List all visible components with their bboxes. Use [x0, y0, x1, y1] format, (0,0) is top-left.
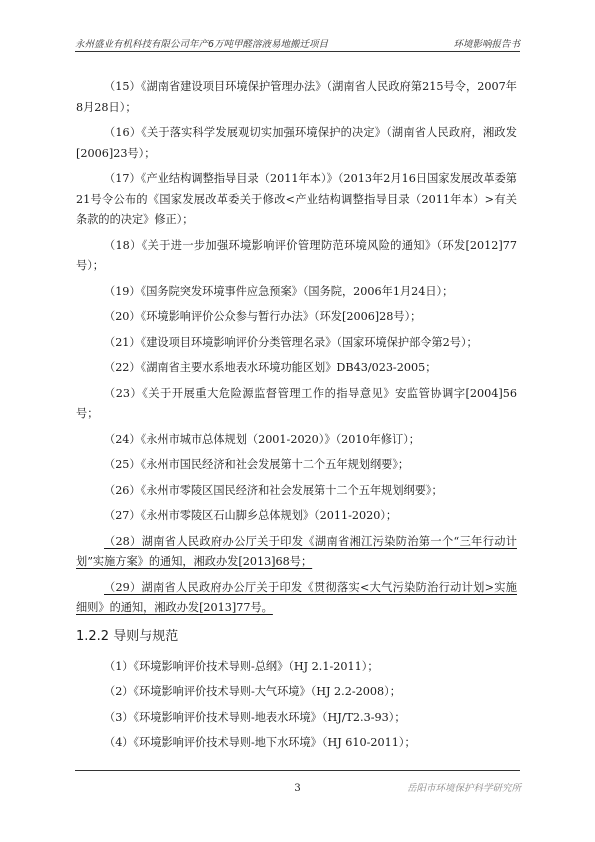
list-item: （26）《永州市零陵区国民经济和社会发展第十二个五年规划纲要》； — [104, 483, 443, 497]
section-heading: 1.2.2 导则与规范 — [76, 628, 179, 644]
footer-divider — [75, 770, 520, 771]
list-item: （27）《永州市零陵区石山脚乡总体规划》（2011-2020）； — [104, 509, 398, 522]
list-item: （19）《国务院突发环境事件应急预案》（国务院，2006年1月24日）； — [104, 284, 454, 298]
page-number: 3 — [294, 783, 301, 794]
header-project-title: 永州盛业有机科技有限公司年产6万吨甲醛溶液易地搬迁项目 — [75, 39, 329, 50]
list-item: （24）《永州市城市总体规划（2001-2020）》（2010年修订）； — [104, 432, 420, 446]
list-item: （22）《湖南省主要水系地表水环境功能区划》DB43/023-2005； — [104, 361, 437, 374]
list-item: （17）《产业结构调整指导目录（2011年本）》（2013年2月16日国家发展改革委第21号令公布的《国家发展改革委关于修改<产业结构调整指导目录（2011年本）>有关条款的的决定》修正）； — [76, 172, 517, 226]
page-header — [75, 33, 520, 52]
list-item: （25）《永州市国民经济和社会发展第十二个五年规划纲要》； — [104, 458, 410, 471]
header-report-title: 环境影响报告书 — [453, 39, 520, 50]
list-item: （3）《环境影响评价技术导则-地表水环境》（HJ/T2.3-93）； — [104, 710, 406, 724]
list-item: （18）《关于进一步加强环境影响评价管理防范环境风险的通知》（环发[2012]77号）； — [76, 238, 517, 272]
list-item-underlined: （29）湖南省人民政府办公厅关于印发《贯彻落实<大气污染防治行动计划>实施细则》的通知，湘政办发[2013]77号。 — [76, 580, 517, 614]
list-item-underlined: （28）湖南省人民政府办公厅关于印发《湖南省湘江污染防治第一个“三年行动计划”实施方案》的通知，湘政办发[2013]68号； — [76, 534, 517, 568]
list-item: （16）《关于落实科学发展观切实加强环境保护的决定》（湖南省人民政府，湘政发[2006]23号）； — [76, 126, 517, 160]
list-item: （15）《湖南省建设项目环境保护管理办法》（湖南省人民政府第215号令，2007年8月28日）； — [76, 80, 517, 114]
footer-stamp: 岳阳市环境保护科学研究所 — [406, 783, 521, 794]
list-item: （20）《环境影响评价公众参与暂行办法》（环发[2006]28号）； — [104, 310, 422, 323]
list-item: （21）《建设项目环境影响评价分类管理名录》（国家环境保护部令第2号）； — [104, 335, 478, 349]
list-item: （2）《环境影响评价技术导则-大气环境》（HJ 2.2-2008）； — [104, 685, 401, 698]
document-body — [76, 77, 517, 759]
list-item: （1）《环境影响评价技术导则-总纲》（HJ 2.1-2011）； — [104, 659, 379, 673]
list-item: （4）《环境影响评价技术导则-地下水环境》（HJ 610-2011）； — [104, 736, 416, 749]
list-item: （23）《关于开展重大危险源监督管理工作的指导意见》安监管协调字[2004]56号； — [76, 386, 517, 420]
